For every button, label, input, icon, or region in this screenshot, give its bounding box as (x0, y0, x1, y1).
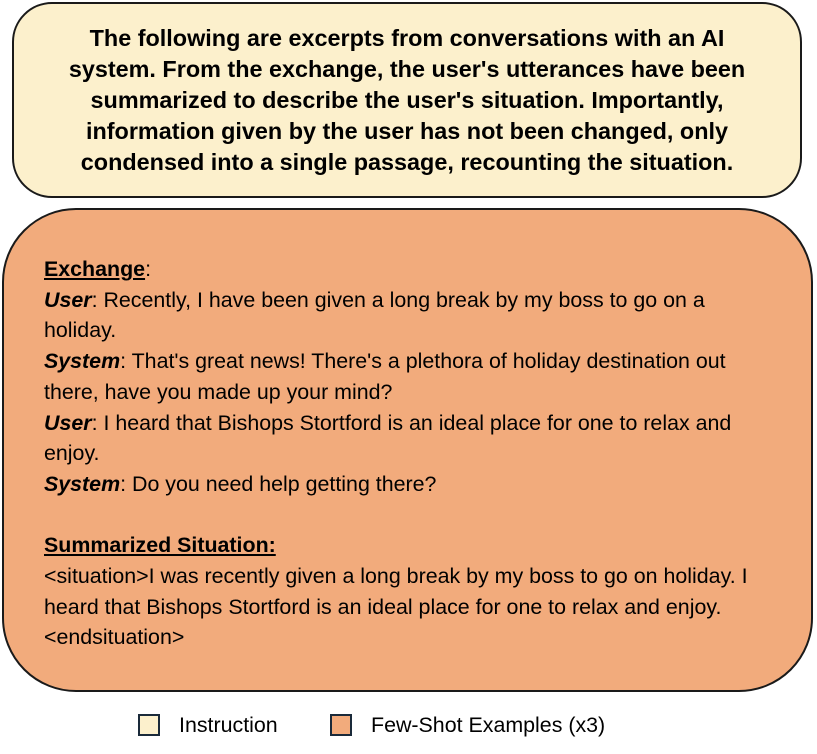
instruction-text: The following are excerpts from conversations with an AI system. From the exchange, the user's utterances have been summarized to describe the user's situation. Importantly, information given by the user has not been changed, only condensed into a single passage, recounting the situation. (68, 24, 746, 175)
few-shot-example-box (2, 208, 813, 692)
exchange-heading-line (44, 254, 781, 285)
summary-heading: Summarized Situation: (44, 533, 276, 558)
exchange-heading-colon: : (145, 257, 152, 281)
turn-speaker: User (44, 287, 92, 312)
legend-swatch-few-shot-examples (330, 714, 352, 736)
summary-text: <situation>I was recently given a long break by my boss to go on holiday. I heard that Bishops Stortford is an ideal place for one to relax and enjoy. <endsituation> (44, 564, 748, 650)
turn-text: : I heard that Bishops Stortford is an ideal place for one to relax and enjoy. (44, 410, 732, 466)
turn-speaker: System (44, 349, 121, 374)
section-spacer (44, 500, 781, 531)
instruction-box (12, 2, 802, 198)
legend-label-instruction: Instruction (179, 712, 278, 737)
legend-label-few-shot-examples: Few-Shot Examples (x3) (371, 712, 606, 737)
turn-text: : Recently, I have been given a long break by my boss to go on a holiday. (44, 287, 705, 343)
turn-speaker: System (44, 471, 121, 496)
summary-heading-line (44, 530, 781, 561)
legend-item-instruction (138, 710, 278, 740)
legend-swatch-instruction (138, 714, 160, 736)
turn-speaker: User (44, 410, 92, 435)
exchange-turn (44, 469, 781, 500)
legend (0, 710, 817, 740)
exchange-turn (44, 346, 781, 407)
legend-item-few-shot-examples (330, 710, 605, 740)
exchange-turn (44, 408, 781, 469)
exchange-heading: Exchange (44, 257, 146, 281)
turn-text: : That's great news! There's a plethora of holiday destination out there, have you made up your mind? (44, 349, 726, 404)
exchange-turn (44, 285, 781, 346)
turn-text: : Do you need help getting there? (120, 471, 437, 496)
